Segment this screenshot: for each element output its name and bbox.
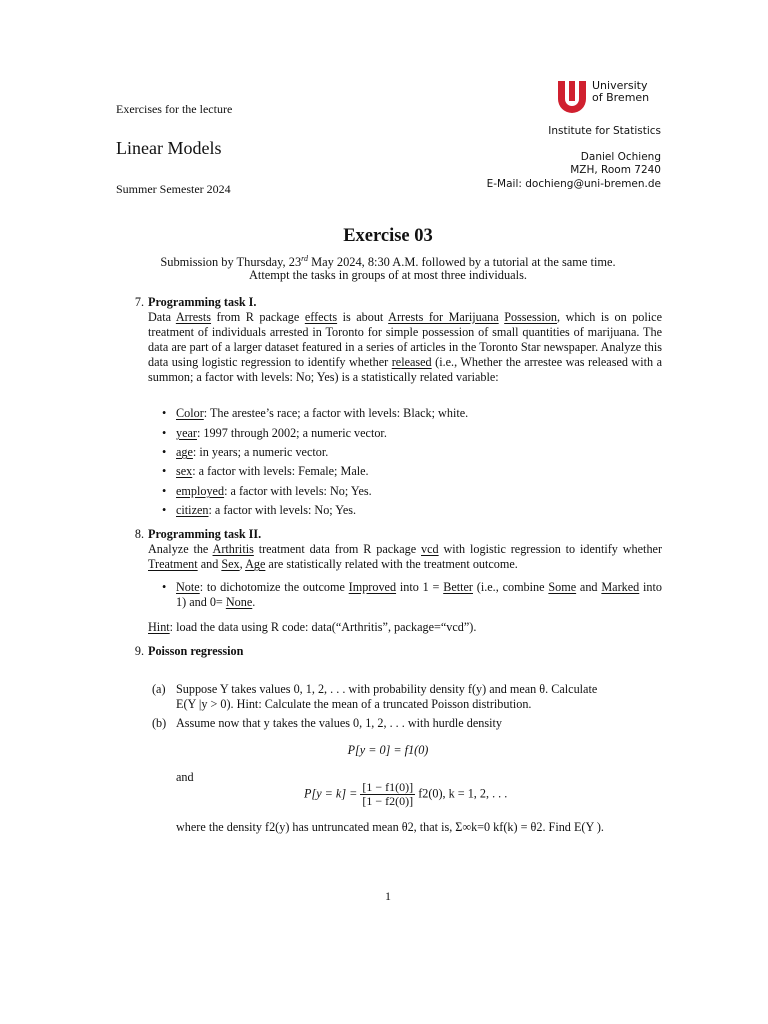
part-b-label: (b) — [152, 716, 167, 730]
part-a-line-2: E(Y |y > 0). Hint: Calculate the mean of a truncated Poisson distribution. — [176, 697, 532, 711]
instructor: Daniel Ochieng — [580, 150, 661, 163]
part-a-label: (a) — [152, 682, 166, 696]
semester: Summer Semester 2024 — [116, 182, 231, 196]
task-8-hint: Hint: load the data using R code: data(“Arthritis”, package=“vcd”). — [148, 620, 477, 634]
groups-line: Attempt the tasks in groups of at most three individuals. — [248, 268, 528, 282]
submission-line: Submission by Thursday, 23rd May 2024, 8:30 A.M. followed by a tutorial at the same time. — [160, 254, 616, 270]
contact-block — [487, 125, 661, 191]
exercise-title: Exercise 03 — [343, 226, 433, 246]
course-title: Linear Models — [116, 138, 222, 158]
part-b-last-line: where the density f2(y) has untruncated mean θ2, that is, Σ∞k=0 kf(k) = θ2. Find E(Y ). — [176, 820, 604, 834]
lecture-intro: Exercises for the lecture — [116, 102, 233, 116]
equation-1: P[y = 0] = f1(0) — [347, 743, 429, 757]
equation-2: P[y = k] = $\frac{[1 - f1(0)]}{[1 - f2(0)]}$ f2(0), k = 1, 2, . . . — [304, 780, 508, 808]
email: E-Mail: dochieng@uni-bremen.de — [486, 177, 661, 190]
university-name: University of Bremen — [592, 79, 650, 104]
institute: Institute for Statistics — [548, 125, 661, 137]
task-8-description: Analyze the Arthritis treatment data from R package vcd with logistic regression to identify whether Treatment and Sex, Age are statistically related with the treatment outcome. — [148, 542, 663, 572]
page-number: 1 — [385, 889, 391, 903]
room: MZH, Room 7240 — [570, 164, 661, 176]
and-text: and — [176, 770, 194, 784]
part-b-line-1: Assume now that y takes the values 0, 1, 2, . . . with hurdle density — [176, 716, 502, 730]
part-a-line-1: Suppose Y takes values 0, 1, 2, . . . with probability density f(y) and mean θ. Calculate — [176, 682, 598, 696]
task-7-description: Data Arrests from R package effects is about Arrests for Marijuana Possession, which is on police treatment of individuals arrested in Toronto for simple possession of small quantities of marijuana. The data are part of a larger dataset featured in a series of articles in the Toronto Star newspaper. Analyze this data using logistic regression to identify whether released (i.e., Whether the arrestee was released with a summon; a factor with levels: No; Yes) is a statistically related variable: — [148, 310, 662, 385]
